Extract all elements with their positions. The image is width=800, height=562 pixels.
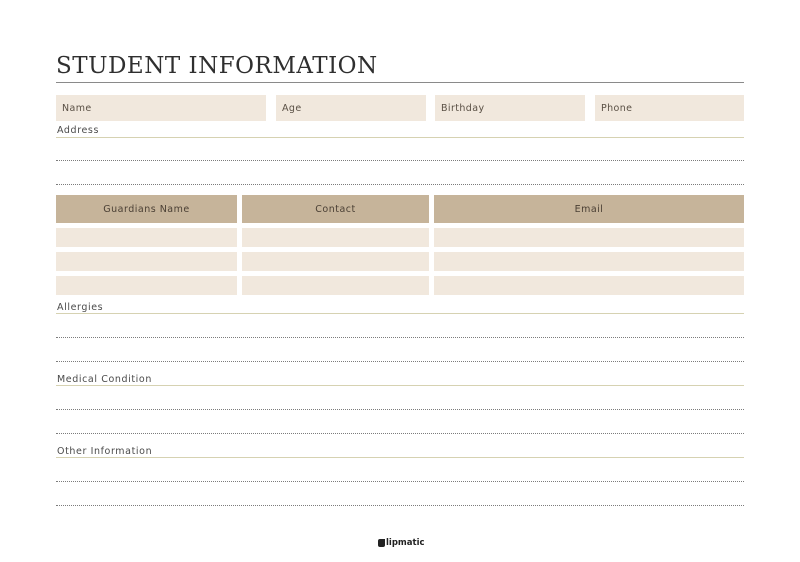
allergies-line-1[interactable] (56, 337, 744, 338)
age-field[interactable]: Age (276, 95, 426, 121)
guardian-email-cell[interactable] (434, 252, 744, 271)
contact-header: Contact (242, 195, 429, 223)
other-information-label: Other Information (57, 446, 153, 457)
other-information-rule (56, 457, 744, 458)
medical-condition-line-1[interactable] (56, 409, 744, 410)
guardian-contact-cell[interactable] (242, 228, 429, 247)
allergies-line-2[interactable] (56, 361, 744, 362)
address-rule (56, 137, 744, 138)
guardian-contact-cell[interactable] (242, 252, 429, 271)
brand-logo (378, 538, 425, 548)
other-information-line-2[interactable] (56, 505, 744, 506)
guardian-contact-cell[interactable] (242, 276, 429, 295)
medical-condition-label: Medical Condition (57, 374, 152, 385)
birthday-field[interactable]: Birthday (435, 95, 585, 121)
title-divider (56, 82, 744, 83)
brand-mark-icon (378, 539, 385, 547)
phone-field[interactable]: Phone (595, 95, 744, 121)
guardian-name-cell[interactable] (56, 276, 237, 295)
guardian-name-cell[interactable] (56, 228, 237, 247)
address-label: Address (57, 125, 100, 136)
address-line-2[interactable] (56, 184, 744, 185)
medical-condition-line-2[interactable] (56, 433, 744, 434)
guardian-email-cell[interactable] (434, 228, 744, 247)
guardians-name-header: Guardians Name (56, 195, 237, 223)
name-field[interactable]: Name (56, 95, 266, 121)
other-information-line-1[interactable] (56, 481, 744, 482)
allergies-rule (56, 313, 744, 314)
email-header: Email (434, 195, 744, 223)
guardian-name-cell[interactable] (56, 252, 237, 271)
allergies-label: Allergies (57, 302, 104, 313)
medical-condition-rule (56, 385, 744, 386)
guardian-email-cell[interactable] (434, 276, 744, 295)
page-title: STUDENT INFORMATION (56, 53, 378, 79)
brand-name: lipmatic (386, 538, 425, 548)
address-line-1[interactable] (56, 160, 744, 161)
